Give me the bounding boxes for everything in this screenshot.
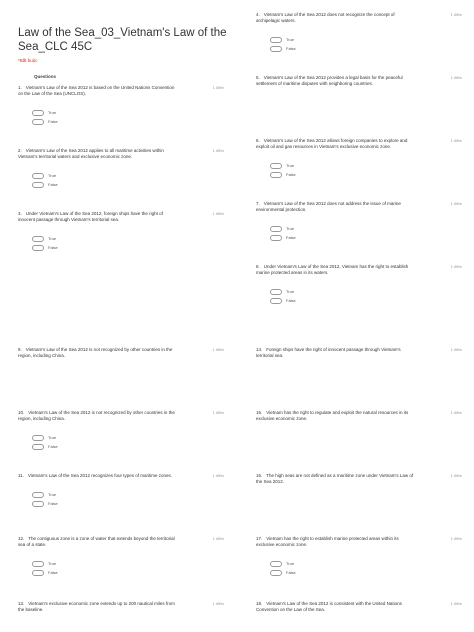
option-false-label: False <box>48 570 58 575</box>
question-text <box>18 601 178 613</box>
option-false[interactable] <box>32 501 224 507</box>
option-false[interactable] <box>32 245 224 251</box>
radio-button[interactable] <box>32 570 44 576</box>
points-label: 1 điểm <box>212 602 224 606</box>
question-text <box>256 12 416 24</box>
answer-options <box>18 110 224 125</box>
radio-button[interactable] <box>270 46 282 52</box>
option-false-label: False <box>48 444 58 449</box>
question-statement: Vietnam's Law of the Sea 2012 applies to all maritime activities within Vietnam's territorial waters and exclusive economic zone. <box>18 148 164 159</box>
question-item <box>256 75 462 87</box>
radio-button[interactable] <box>32 119 44 125</box>
option-false-label: False <box>286 172 296 177</box>
option-true[interactable] <box>32 236 224 242</box>
question-number: 11. <box>18 473 24 478</box>
option-true[interactable] <box>32 492 224 498</box>
question-text <box>18 536 178 548</box>
question-number: 15. <box>256 410 263 415</box>
option-true-label: True <box>48 110 57 115</box>
radio-button[interactable] <box>270 235 282 241</box>
option-false[interactable] <box>32 119 224 125</box>
option-false[interactable] <box>270 570 462 576</box>
question-item <box>256 473 462 485</box>
points-label: 1 điểm <box>212 474 224 478</box>
option-true-label: True <box>286 289 295 294</box>
question-statement: Vietnam's Law of the Sea 2012 recognizes four types of maritime zones. <box>27 473 173 478</box>
radio-button[interactable] <box>32 501 44 507</box>
question-text <box>18 148 178 160</box>
question-item <box>18 85 224 125</box>
question-number: 6. <box>256 138 260 143</box>
question-text <box>256 347 416 359</box>
option-false-label: False <box>286 46 296 51</box>
option-true[interactable] <box>270 163 462 169</box>
answer-options <box>18 561 224 576</box>
question-statement: Vietnam's exclusive economic zone extends up to 200 nautical miles from the baseline. <box>18 601 175 612</box>
question-text <box>256 201 416 213</box>
radio-button[interactable] <box>270 163 282 169</box>
question-item <box>18 410 224 450</box>
question-text <box>256 410 416 422</box>
option-false-label: False <box>48 182 58 187</box>
option-true-label: True <box>286 561 295 566</box>
points-label: 1 điểm <box>212 348 224 352</box>
question-number: 12. <box>18 536 25 541</box>
answer-options <box>18 236 224 251</box>
option-true-label: True <box>48 492 57 497</box>
question-number: 14. <box>256 347 263 352</box>
question-number: 18. <box>256 601 263 606</box>
question-item <box>18 211 224 251</box>
points-label: 1 điểm <box>450 139 462 143</box>
questions-heading: Questions <box>34 74 57 79</box>
option-true-label: True <box>48 173 57 178</box>
radio-button[interactable] <box>270 298 282 304</box>
form-title: Law of the Sea_03_Vietnam's Law of the Sea_CLC 45C <box>18 27 227 53</box>
question-text <box>18 85 178 97</box>
radio-button[interactable] <box>32 110 44 116</box>
option-false[interactable] <box>270 298 462 304</box>
option-true-label: True <box>286 163 295 168</box>
question-text <box>256 473 416 485</box>
option-true[interactable] <box>270 561 462 567</box>
radio-button[interactable] <box>270 570 282 576</box>
question-statement: Vietnam's Law of the Sea 2012 provides a legal basis for the peaceful settlement of maritime disputes with neighboring countries. <box>256 75 403 86</box>
question-number: 7. <box>256 201 260 206</box>
points-label: 1 điểm <box>450 202 462 206</box>
option-true-label: True <box>48 236 57 241</box>
points-label: 1 điểm <box>450 537 462 541</box>
radio-button[interactable] <box>32 245 44 251</box>
question-text <box>18 410 178 422</box>
option-false-label: False <box>286 298 296 303</box>
question-text <box>18 347 178 359</box>
points-label: 1 điểm <box>450 76 462 80</box>
question-number: 8. <box>256 264 260 269</box>
answer-options <box>256 226 462 241</box>
option-true[interactable] <box>270 289 462 295</box>
question-statement: Vietnam's Law of the Sea 2012 does not recognize the concept of archipelagic waters. <box>256 12 395 23</box>
option-false-label: False <box>48 501 58 506</box>
question-statement: Vietnam's Law of the Sea 2012 is consistent with the United Nations Convention on the Law of the Sea. <box>256 601 402 612</box>
option-false[interactable] <box>270 46 462 52</box>
question-text <box>18 473 178 479</box>
question-number: 13. <box>18 601 25 606</box>
answer-options <box>256 289 462 304</box>
radio-button[interactable] <box>32 492 44 498</box>
question-statement: Vietnam's Law of the Sea 2012 is not recognized by other countries in the region, including China. <box>18 347 173 358</box>
radio-button[interactable] <box>270 226 282 232</box>
question-statement: Under Vietnam's Law of the Sea 2012, foreign ships have the right of innocent passage through Vietnam's territorial sea. <box>18 211 163 222</box>
points-label: 1 điểm <box>212 411 224 415</box>
question-number: 1. <box>18 85 22 90</box>
question-text <box>18 211 178 223</box>
answer-options <box>18 492 224 507</box>
option-false-label: False <box>286 235 296 240</box>
radio-button[interactable] <box>270 172 282 178</box>
option-true[interactable] <box>32 561 224 567</box>
option-true[interactable] <box>32 173 224 179</box>
points-label: 1 điểm <box>450 602 462 606</box>
option-false-label: False <box>48 245 58 250</box>
answer-options <box>18 435 224 450</box>
question-text <box>256 138 416 150</box>
option-false[interactable] <box>270 235 462 241</box>
answer-options <box>256 561 462 576</box>
points-label: 1 điểm <box>450 13 462 17</box>
option-false[interactable] <box>32 444 224 450</box>
question-number: 17. <box>256 536 263 541</box>
option-true-label: True <box>48 561 57 566</box>
question-text <box>256 536 416 548</box>
question-number: 3. <box>18 211 22 216</box>
question-number: 4. <box>256 12 260 17</box>
radio-button[interactable] <box>32 236 44 242</box>
question-item <box>18 148 224 188</box>
question-item <box>18 601 224 613</box>
option-false[interactable] <box>32 570 224 576</box>
required-note: *Bắt buộc <box>18 58 38 63</box>
question-number: 16. <box>256 473 263 478</box>
radio-button[interactable] <box>32 435 44 441</box>
option-false-label: False <box>286 570 296 575</box>
answer-options <box>256 163 462 178</box>
question-number: 5. <box>256 75 260 80</box>
question-statement: The contiguous zone is a zone of water that extends beyond the territorial sea of a state. <box>18 536 175 547</box>
option-true-label: True <box>48 435 57 440</box>
question-text <box>256 75 416 87</box>
option-true[interactable] <box>32 110 224 116</box>
question-statement: Foreign ships have the right of innocent passage through Vietnam's territorial sea. <box>256 347 401 358</box>
question-item <box>256 12 462 52</box>
points-label: 1 điểm <box>212 149 224 153</box>
question-item <box>256 201 462 241</box>
option-true[interactable] <box>270 226 462 232</box>
radio-button[interactable] <box>32 444 44 450</box>
question-statement: Under Vietnam's Law of the Sea 2012, Vietnam has the right to establish marine protected areas in its waters. <box>256 264 409 275</box>
question-text <box>256 601 416 613</box>
question-item <box>18 473 224 507</box>
question-statement: Vietnam's Law of the Sea 2012 does not address the issue of marine environmental protection. <box>256 201 401 212</box>
question-item <box>18 536 224 576</box>
option-true-label: True <box>286 226 295 231</box>
question-item <box>18 347 224 359</box>
question-statement: Vietnam's Law of the Sea 2012 allows foreign companies to explore and exploit oil and gas resources in Vietnam's exclusive economic zone. <box>256 138 408 149</box>
option-false-label: False <box>48 119 58 124</box>
option-false[interactable] <box>270 172 462 178</box>
question-item <box>256 264 462 304</box>
question-number: 2. <box>18 148 22 153</box>
option-true[interactable] <box>32 435 224 441</box>
option-false[interactable] <box>32 182 224 188</box>
answer-options <box>256 37 462 52</box>
points-label: 1 điểm <box>212 86 224 90</box>
points-label: 1 điểm <box>450 474 462 478</box>
radio-button[interactable] <box>32 561 44 567</box>
points-label: 1 điểm <box>212 212 224 216</box>
radio-button[interactable] <box>270 289 282 295</box>
question-statement: Vietnam's Law of the Sea 2012 is based on the United Nations Convention on the Law of the Sea (UNCLOS). <box>18 85 175 96</box>
radio-button[interactable] <box>32 182 44 188</box>
option-true-label: True <box>286 37 295 42</box>
points-label: 1 điểm <box>450 265 462 269</box>
question-statement: Vietnam's Law of the Sea 2012 is not recognized by other countries in the region, including China. <box>18 410 175 421</box>
question-item <box>256 347 462 359</box>
question-number: 9. <box>18 347 22 352</box>
radio-button[interactable] <box>32 173 44 179</box>
question-item <box>256 410 462 422</box>
points-label: 1 điểm <box>450 348 462 352</box>
points-label: 1 điểm <box>212 537 224 541</box>
radio-button[interactable] <box>270 561 282 567</box>
radio-button[interactable] <box>270 37 282 43</box>
question-statement: Vietnam has the right to regulate and exploit the natural resources in its exclusive economic zone. <box>256 410 409 421</box>
question-statement: Vietnam has the right to establish marine protected areas within its exclusive economic zone. <box>256 536 399 547</box>
question-item <box>256 536 462 576</box>
points-label: 1 điểm <box>450 411 462 415</box>
question-number: 10. <box>18 410 25 415</box>
question-item <box>256 601 462 613</box>
question-item <box>256 138 462 178</box>
question-text <box>256 264 416 276</box>
answer-options <box>18 173 224 188</box>
question-statement: The high seas are not defined as a maritime zone under Vietnam's Law of the Sea 2012. <box>256 473 414 484</box>
option-true[interactable] <box>270 37 462 43</box>
